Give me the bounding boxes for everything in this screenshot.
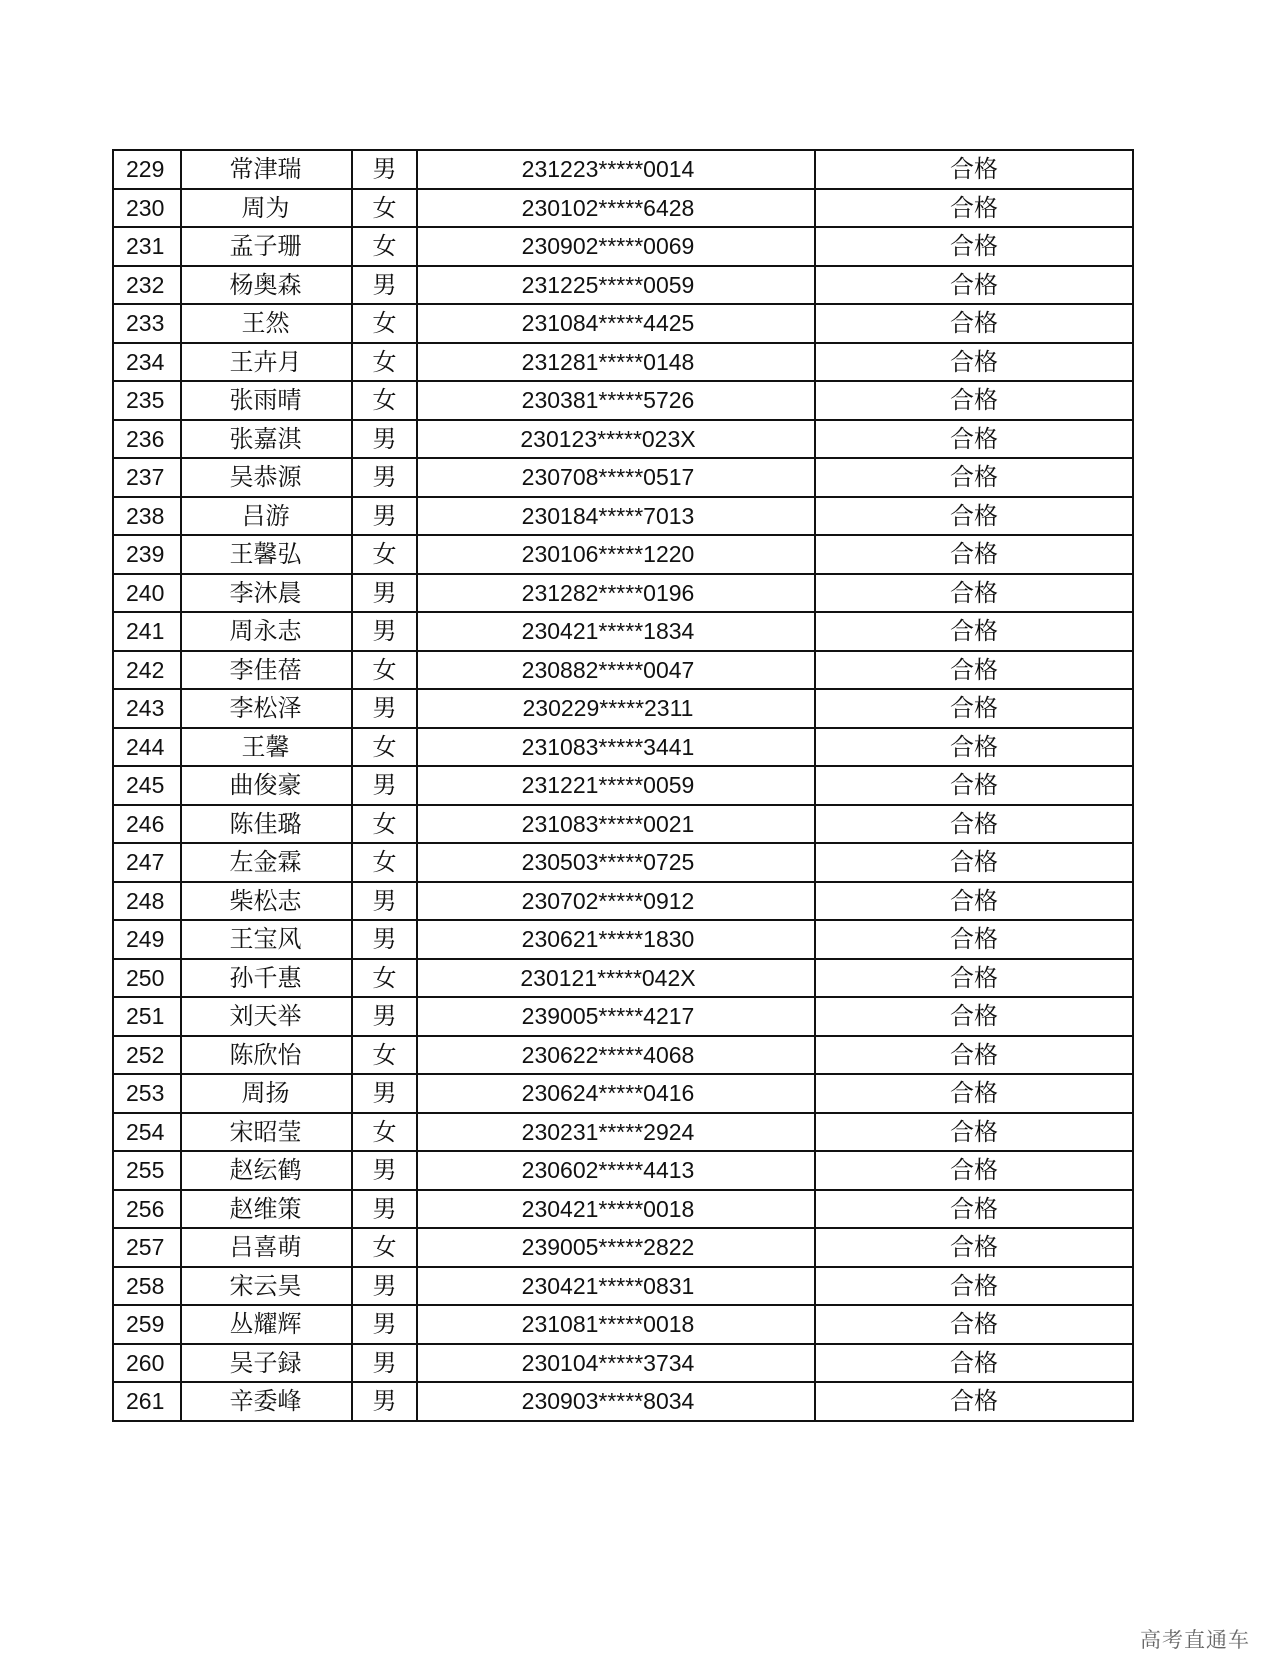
table-row [113, 150, 1133, 189]
candidate-id-number: 230621*****1830 [417, 920, 815, 959]
table-row [113, 574, 1133, 613]
candidate-result: 合格 [815, 728, 1133, 767]
candidate-name: 王馨弘 [181, 535, 352, 574]
candidate-id-number: 230624*****0416 [417, 1074, 815, 1113]
row-number: 250 [113, 959, 181, 998]
candidate-sex: 男 [352, 1382, 417, 1421]
candidate-result: 合格 [815, 1074, 1133, 1113]
table-row [113, 920, 1133, 959]
table-row [113, 1113, 1133, 1152]
candidate-result: 合格 [815, 381, 1133, 420]
table-row [113, 1267, 1133, 1306]
candidate-name: 周扬 [181, 1074, 352, 1113]
candidate-name: 孙千惠 [181, 959, 352, 998]
candidate-id-number: 231282*****0196 [417, 574, 815, 613]
candidate-name: 王卉月 [181, 343, 352, 382]
candidate-sex: 男 [352, 458, 417, 497]
table-row [113, 1190, 1133, 1229]
candidate-id-number: 231083*****3441 [417, 728, 815, 767]
candidate-result: 合格 [815, 959, 1133, 998]
results-table-container [112, 149, 1132, 1422]
candidate-name: 孟子珊 [181, 227, 352, 266]
row-number: 244 [113, 728, 181, 767]
candidate-sex: 女 [352, 304, 417, 343]
candidate-id-number: 231084*****4425 [417, 304, 815, 343]
candidate-result: 合格 [815, 420, 1133, 459]
table-row [113, 1382, 1133, 1421]
candidate-sex: 男 [352, 497, 417, 536]
row-number: 261 [113, 1382, 181, 1421]
candidate-id-number: 230184*****7013 [417, 497, 815, 536]
candidate-id-number: 230602*****4413 [417, 1151, 815, 1190]
candidate-sex: 女 [352, 728, 417, 767]
row-number: 239 [113, 535, 181, 574]
candidate-sex: 女 [352, 1113, 417, 1152]
table-row [113, 689, 1133, 728]
candidate-result: 合格 [815, 1344, 1133, 1383]
candidate-id-number: 230421*****1834 [417, 612, 815, 651]
table-row [113, 843, 1133, 882]
candidate-result: 合格 [815, 1305, 1133, 1344]
candidate-name: 吴子録 [181, 1344, 352, 1383]
table-row [113, 266, 1133, 305]
candidate-sex: 男 [352, 1151, 417, 1190]
table-row [113, 420, 1133, 459]
row-number: 251 [113, 997, 181, 1036]
row-number: 259 [113, 1305, 181, 1344]
candidate-id-number: 230106*****1220 [417, 535, 815, 574]
candidate-result: 合格 [815, 1382, 1133, 1421]
candidate-name: 张雨晴 [181, 381, 352, 420]
table-row [113, 612, 1133, 651]
candidate-id-number: 230622*****4068 [417, 1036, 815, 1075]
candidate-sex: 男 [352, 1074, 417, 1113]
candidate-id-number: 231221*****0059 [417, 766, 815, 805]
table-row [113, 304, 1133, 343]
candidate-sex: 男 [352, 150, 417, 189]
table-row [113, 1074, 1133, 1113]
candidate-id-number: 230902*****0069 [417, 227, 815, 266]
candidate-sex: 男 [352, 574, 417, 613]
row-number: 252 [113, 1036, 181, 1075]
candidate-id-number: 230121*****042X [417, 959, 815, 998]
row-number: 257 [113, 1228, 181, 1267]
candidate-sex: 女 [352, 651, 417, 690]
candidate-sex: 男 [352, 1305, 417, 1344]
candidate-name: 陈欣怡 [181, 1036, 352, 1075]
row-number: 234 [113, 343, 181, 382]
candidate-result: 合格 [815, 574, 1133, 613]
row-number: 229 [113, 150, 181, 189]
candidate-sex: 女 [352, 189, 417, 228]
candidate-id-number: 230708*****0517 [417, 458, 815, 497]
table-row [113, 805, 1133, 844]
candidate-id-number: 239005*****2822 [417, 1228, 815, 1267]
candidate-name: 曲俊豪 [181, 766, 352, 805]
table-row [113, 458, 1133, 497]
candidate-sex: 女 [352, 1036, 417, 1075]
candidate-sex: 男 [352, 1344, 417, 1383]
table-row [113, 497, 1133, 536]
candidate-result: 合格 [815, 150, 1133, 189]
candidate-name: 陈佳璐 [181, 805, 352, 844]
candidate-name: 宋昭莹 [181, 1113, 352, 1152]
candidate-sex: 女 [352, 1228, 417, 1267]
candidate-id-number: 230421*****0831 [417, 1267, 815, 1306]
row-number: 237 [113, 458, 181, 497]
candidate-sex: 男 [352, 997, 417, 1036]
candidate-result: 合格 [815, 497, 1133, 536]
table-row [113, 651, 1133, 690]
candidate-name: 王馨 [181, 728, 352, 767]
row-number: 246 [113, 805, 181, 844]
candidate-sex: 男 [352, 612, 417, 651]
table-row [113, 189, 1133, 228]
candidate-name: 杨奥森 [181, 266, 352, 305]
row-number: 233 [113, 304, 181, 343]
table-row [113, 381, 1133, 420]
row-number: 236 [113, 420, 181, 459]
candidate-result: 合格 [815, 997, 1133, 1036]
candidate-result: 合格 [815, 612, 1133, 651]
candidate-result: 合格 [815, 1151, 1133, 1190]
table-row [113, 959, 1133, 998]
row-number: 247 [113, 843, 181, 882]
candidate-name: 赵纭鹤 [181, 1151, 352, 1190]
candidate-name: 左金霖 [181, 843, 352, 882]
row-number: 254 [113, 1113, 181, 1152]
candidate-id-number: 231083*****0021 [417, 805, 815, 844]
table-body [113, 150, 1133, 1421]
row-number: 238 [113, 497, 181, 536]
row-number: 249 [113, 920, 181, 959]
candidate-result: 合格 [815, 1267, 1133, 1306]
table-row [113, 1228, 1133, 1267]
candidate-sex: 男 [352, 1267, 417, 1306]
candidate-sex: 女 [352, 535, 417, 574]
table-row [113, 1305, 1133, 1344]
row-number: 260 [113, 1344, 181, 1383]
candidate-id-number: 231225*****0059 [417, 266, 815, 305]
candidate-result: 合格 [815, 189, 1133, 228]
candidate-sex: 女 [352, 843, 417, 882]
table-row [113, 1151, 1133, 1190]
candidate-name: 刘天举 [181, 997, 352, 1036]
candidate-result: 合格 [815, 458, 1133, 497]
candidate-result: 合格 [815, 805, 1133, 844]
row-number: 231 [113, 227, 181, 266]
watermark-text: 高考直通车 [1140, 1628, 1250, 1652]
candidate-result: 合格 [815, 766, 1133, 805]
candidate-result: 合格 [815, 1190, 1133, 1229]
candidate-id-number: 230229*****2311 [417, 689, 815, 728]
candidate-id-number: 230231*****2924 [417, 1113, 815, 1152]
candidate-id-number: 231281*****0148 [417, 343, 815, 382]
candidate-result: 合格 [815, 535, 1133, 574]
candidate-sex: 男 [352, 266, 417, 305]
row-number: 258 [113, 1267, 181, 1306]
row-number: 235 [113, 381, 181, 420]
candidate-name: 吕喜萌 [181, 1228, 352, 1267]
candidate-sex: 女 [352, 343, 417, 382]
table-row [113, 1344, 1133, 1383]
candidate-id-number: 230104*****3734 [417, 1344, 815, 1383]
candidate-sex: 男 [352, 766, 417, 805]
candidate-sex: 男 [352, 882, 417, 921]
candidate-name: 柴松志 [181, 882, 352, 921]
candidate-name: 张嘉淇 [181, 420, 352, 459]
table-row [113, 728, 1133, 767]
row-number: 255 [113, 1151, 181, 1190]
candidate-name: 赵维策 [181, 1190, 352, 1229]
candidate-result: 合格 [815, 882, 1133, 921]
candidate-name: 丛耀辉 [181, 1305, 352, 1344]
row-number: 240 [113, 574, 181, 613]
candidate-name: 常津瑞 [181, 150, 352, 189]
candidate-result: 合格 [815, 227, 1133, 266]
candidate-name: 宋云昊 [181, 1267, 352, 1306]
candidate-name: 李松泽 [181, 689, 352, 728]
candidate-name: 王宝风 [181, 920, 352, 959]
candidate-name: 辛委峰 [181, 1382, 352, 1421]
candidate-sex: 女 [352, 959, 417, 998]
results-table [112, 149, 1134, 1422]
candidate-id-number: 231223*****0014 [417, 150, 815, 189]
candidate-id-number: 230903*****8034 [417, 1382, 815, 1421]
table-row [113, 766, 1133, 805]
row-number: 248 [113, 882, 181, 921]
row-number: 245 [113, 766, 181, 805]
candidate-id-number: 230702*****0912 [417, 882, 815, 921]
candidate-name: 周为 [181, 189, 352, 228]
row-number: 241 [113, 612, 181, 651]
candidate-sex: 女 [352, 805, 417, 844]
candidate-result: 合格 [815, 651, 1133, 690]
candidate-id-number: 231081*****0018 [417, 1305, 815, 1344]
candidate-sex: 男 [352, 1190, 417, 1229]
candidate-result: 合格 [815, 1228, 1133, 1267]
candidate-name: 李沐晨 [181, 574, 352, 613]
candidate-id-number: 230882*****0047 [417, 651, 815, 690]
row-number: 232 [113, 266, 181, 305]
candidate-id-number: 230421*****0018 [417, 1190, 815, 1229]
candidate-name: 王然 [181, 304, 352, 343]
candidate-sex: 男 [352, 920, 417, 959]
candidate-result: 合格 [815, 266, 1133, 305]
row-number: 253 [113, 1074, 181, 1113]
candidate-name: 吴恭源 [181, 458, 352, 497]
candidate-sex: 女 [352, 227, 417, 266]
candidate-sex: 男 [352, 689, 417, 728]
candidate-result: 合格 [815, 1036, 1133, 1075]
table-row [113, 1036, 1133, 1075]
candidate-id-number: 230123*****023X [417, 420, 815, 459]
candidate-result: 合格 [815, 343, 1133, 382]
table-row [113, 227, 1133, 266]
table-row [113, 882, 1133, 921]
candidate-result: 合格 [815, 1113, 1133, 1152]
table-row [113, 343, 1133, 382]
candidate-sex: 男 [352, 420, 417, 459]
table-row [113, 535, 1133, 574]
candidate-id-number: 239005*****4217 [417, 997, 815, 1036]
candidate-id-number: 230102*****6428 [417, 189, 815, 228]
table-row [113, 997, 1133, 1036]
candidate-name: 周永志 [181, 612, 352, 651]
candidate-result: 合格 [815, 689, 1133, 728]
candidate-result: 合格 [815, 920, 1133, 959]
row-number: 256 [113, 1190, 181, 1229]
candidate-name: 吕游 [181, 497, 352, 536]
candidate-result: 合格 [815, 304, 1133, 343]
row-number: 230 [113, 189, 181, 228]
candidate-result: 合格 [815, 843, 1133, 882]
candidate-id-number: 230503*****0725 [417, 843, 815, 882]
candidate-sex: 女 [352, 381, 417, 420]
row-number: 242 [113, 651, 181, 690]
candidate-name: 李佳蓓 [181, 651, 352, 690]
row-number: 243 [113, 689, 181, 728]
candidate-id-number: 230381*****5726 [417, 381, 815, 420]
